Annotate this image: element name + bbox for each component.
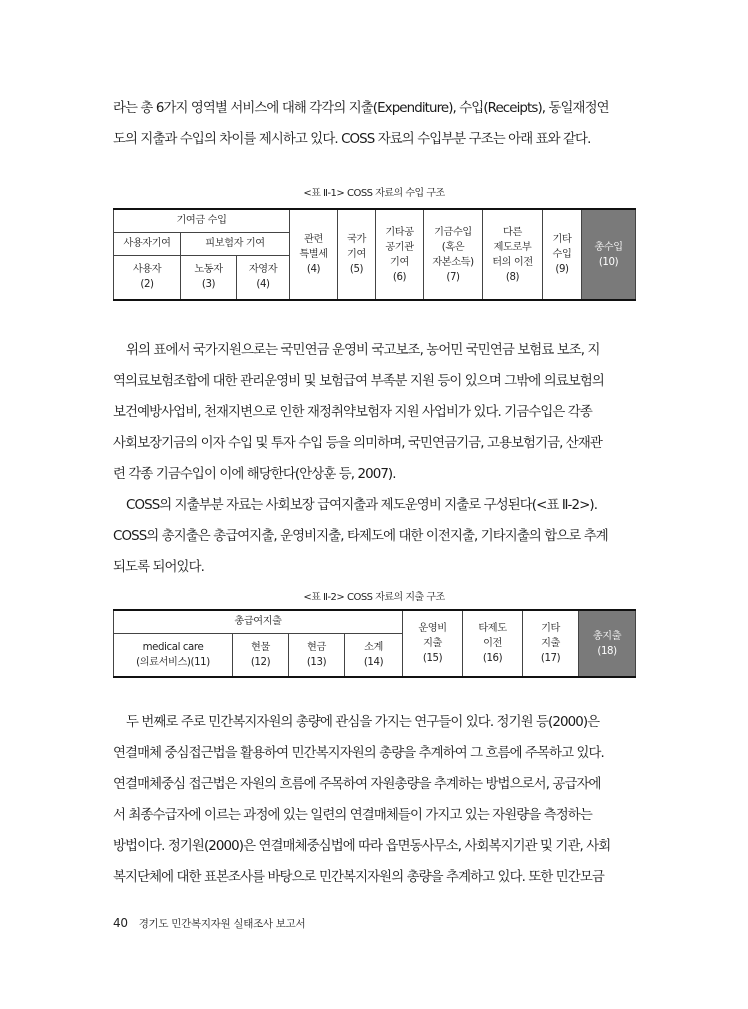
other-expense-cell: 기타 지출 (17): [523, 610, 579, 677]
total-expense-cell: 총지출 (18): [579, 610, 636, 677]
text-line: 서 최종수급자에 이르는 과정에 있는 일련의 연결매체들이 가지고 있는 자원량을 측정하는: [113, 808, 592, 823]
self-employed-cell: 자영자 (4): [237, 255, 290, 300]
text-line: 연결매체 중심접근법을 활용하여 민간복지자원의 총량을 추계하여 그 흐름에 주목하고 있다.: [113, 746, 604, 761]
table-1-caption: <표 Ⅱ-1> COSS 자료의 수입 구조: [303, 188, 445, 199]
expenditure-structure-table: [113, 609, 636, 678]
page-number: 40: [113, 916, 128, 930]
employer-cell: 사용자 (2): [114, 255, 181, 300]
text-line: 보건예방사업비, 천재지변으로 인한 재정취약보험자 지원 사업비가 있다. 기금수입은 각종: [113, 405, 592, 420]
employer-contribution-header: 사용자기여: [114, 232, 181, 255]
total-income-cell: 총수입 (10): [582, 209, 636, 300]
text-line: 역의료보험조합에 대한 관리운영비 및 보험급여 부족분 지원 등이 있으며 그밖에 의료보험의: [113, 374, 604, 389]
text-line: 사회보장기금의 이자 수입 및 투자 수입 등을 의미하며, 국민연금기금, 고용보험기금, 산재관: [113, 436, 602, 451]
admin-expense-cell: 운영비 지출 (15): [403, 610, 463, 677]
text-line: 연결매체중심 접근법은 자원의 흐름에 주목하여 자원총량을 추계하는 방법으로서, 공급자에: [113, 777, 601, 792]
paragraph-3: [113, 707, 635, 893]
other-income-cell: 기타 수입 (9): [543, 209, 582, 300]
page-footer: [113, 916, 305, 931]
text-line: 도의 지출과 수입의 차이를 제시하고 있다. COSS 자료의 수입부분 구조는 아래 표와 같다.: [113, 132, 591, 147]
subtotal-cell: 소계 (14): [345, 633, 403, 677]
income-structure-table: [113, 208, 636, 301]
text-line: COSS의 총지출은 총급여지출, 운영비지출, 타제도에 대한 이전지출, 기타지출의 합으로 추계: [113, 529, 608, 544]
in-kind-cell: 현물 (12): [233, 633, 289, 677]
fund-income-cell: 기금수입 (혹은 자본소득) (7): [424, 209, 483, 300]
text-line: 라는 총 6가지 영역별 서비스에 대해 각각의 지출(Expenditure), 수입(Receipts), 동일재정연: [113, 101, 609, 116]
paragraph-1: [113, 93, 635, 155]
text-line: 두 번째로 주로 민간복지자원의 총량에 관심을 가지는 연구들이 있다. 정기원 등(2000)은: [126, 715, 600, 730]
state-contribution-cell: 국가 기여 (5): [338, 209, 376, 300]
report-title: 경기도 민간복지자원 실태조사 보고서: [138, 918, 306, 930]
medical-care-cell: medical care (의료서비스)(11): [114, 633, 233, 677]
transfer-expense-cell: 타제도 이전 (16): [463, 610, 523, 677]
special-tax-cell: 관련 특별세 (4): [290, 209, 338, 300]
text-line: 되도록 되어있다.: [113, 560, 204, 575]
transfer-cell: 다른 제도로부 터의 이전 (8): [483, 209, 543, 300]
other-public-cell: 기타공 공기관 기여 (6): [376, 209, 424, 300]
paragraph-2: [113, 335, 635, 583]
text-line: 련 각종 기금수입이 이에 해당한다(안상훈 등, 2007).: [113, 467, 396, 482]
text-line: 위의 표에서 국가지원으로는 국민연금 운영비 국고보조, 농어민 국민연금 보험료 보조, 지: [126, 343, 600, 358]
text-line: COSS의 지출부분 자료는 사회보장 급여지출과 제도운영비 지출로 구성된다(<표 Ⅱ-2>).: [126, 498, 598, 513]
contribution-income-header: 기여금 수입: [114, 209, 290, 232]
text-line: 방법이다. 정기원(2000)은 연결매체중심법에 따라 읍면동사무소, 사회복지기관 및 기관, 사회: [113, 839, 611, 854]
cash-cell: 현금 (13): [289, 633, 345, 677]
worker-cell: 노동자 (3): [181, 255, 237, 300]
text-line: 복지단체에 대한 표본조사를 바탕으로 민간복지자원의 총량을 추계하고 있다. 또한 민간모금: [113, 870, 604, 885]
table-2-caption: <표 Ⅱ-2> COSS 자료의 지출 구조: [303, 592, 445, 603]
total-benefit-header: 총급여지출: [114, 610, 403, 633]
insured-contribution-header: 피보험자 기여: [181, 232, 290, 255]
